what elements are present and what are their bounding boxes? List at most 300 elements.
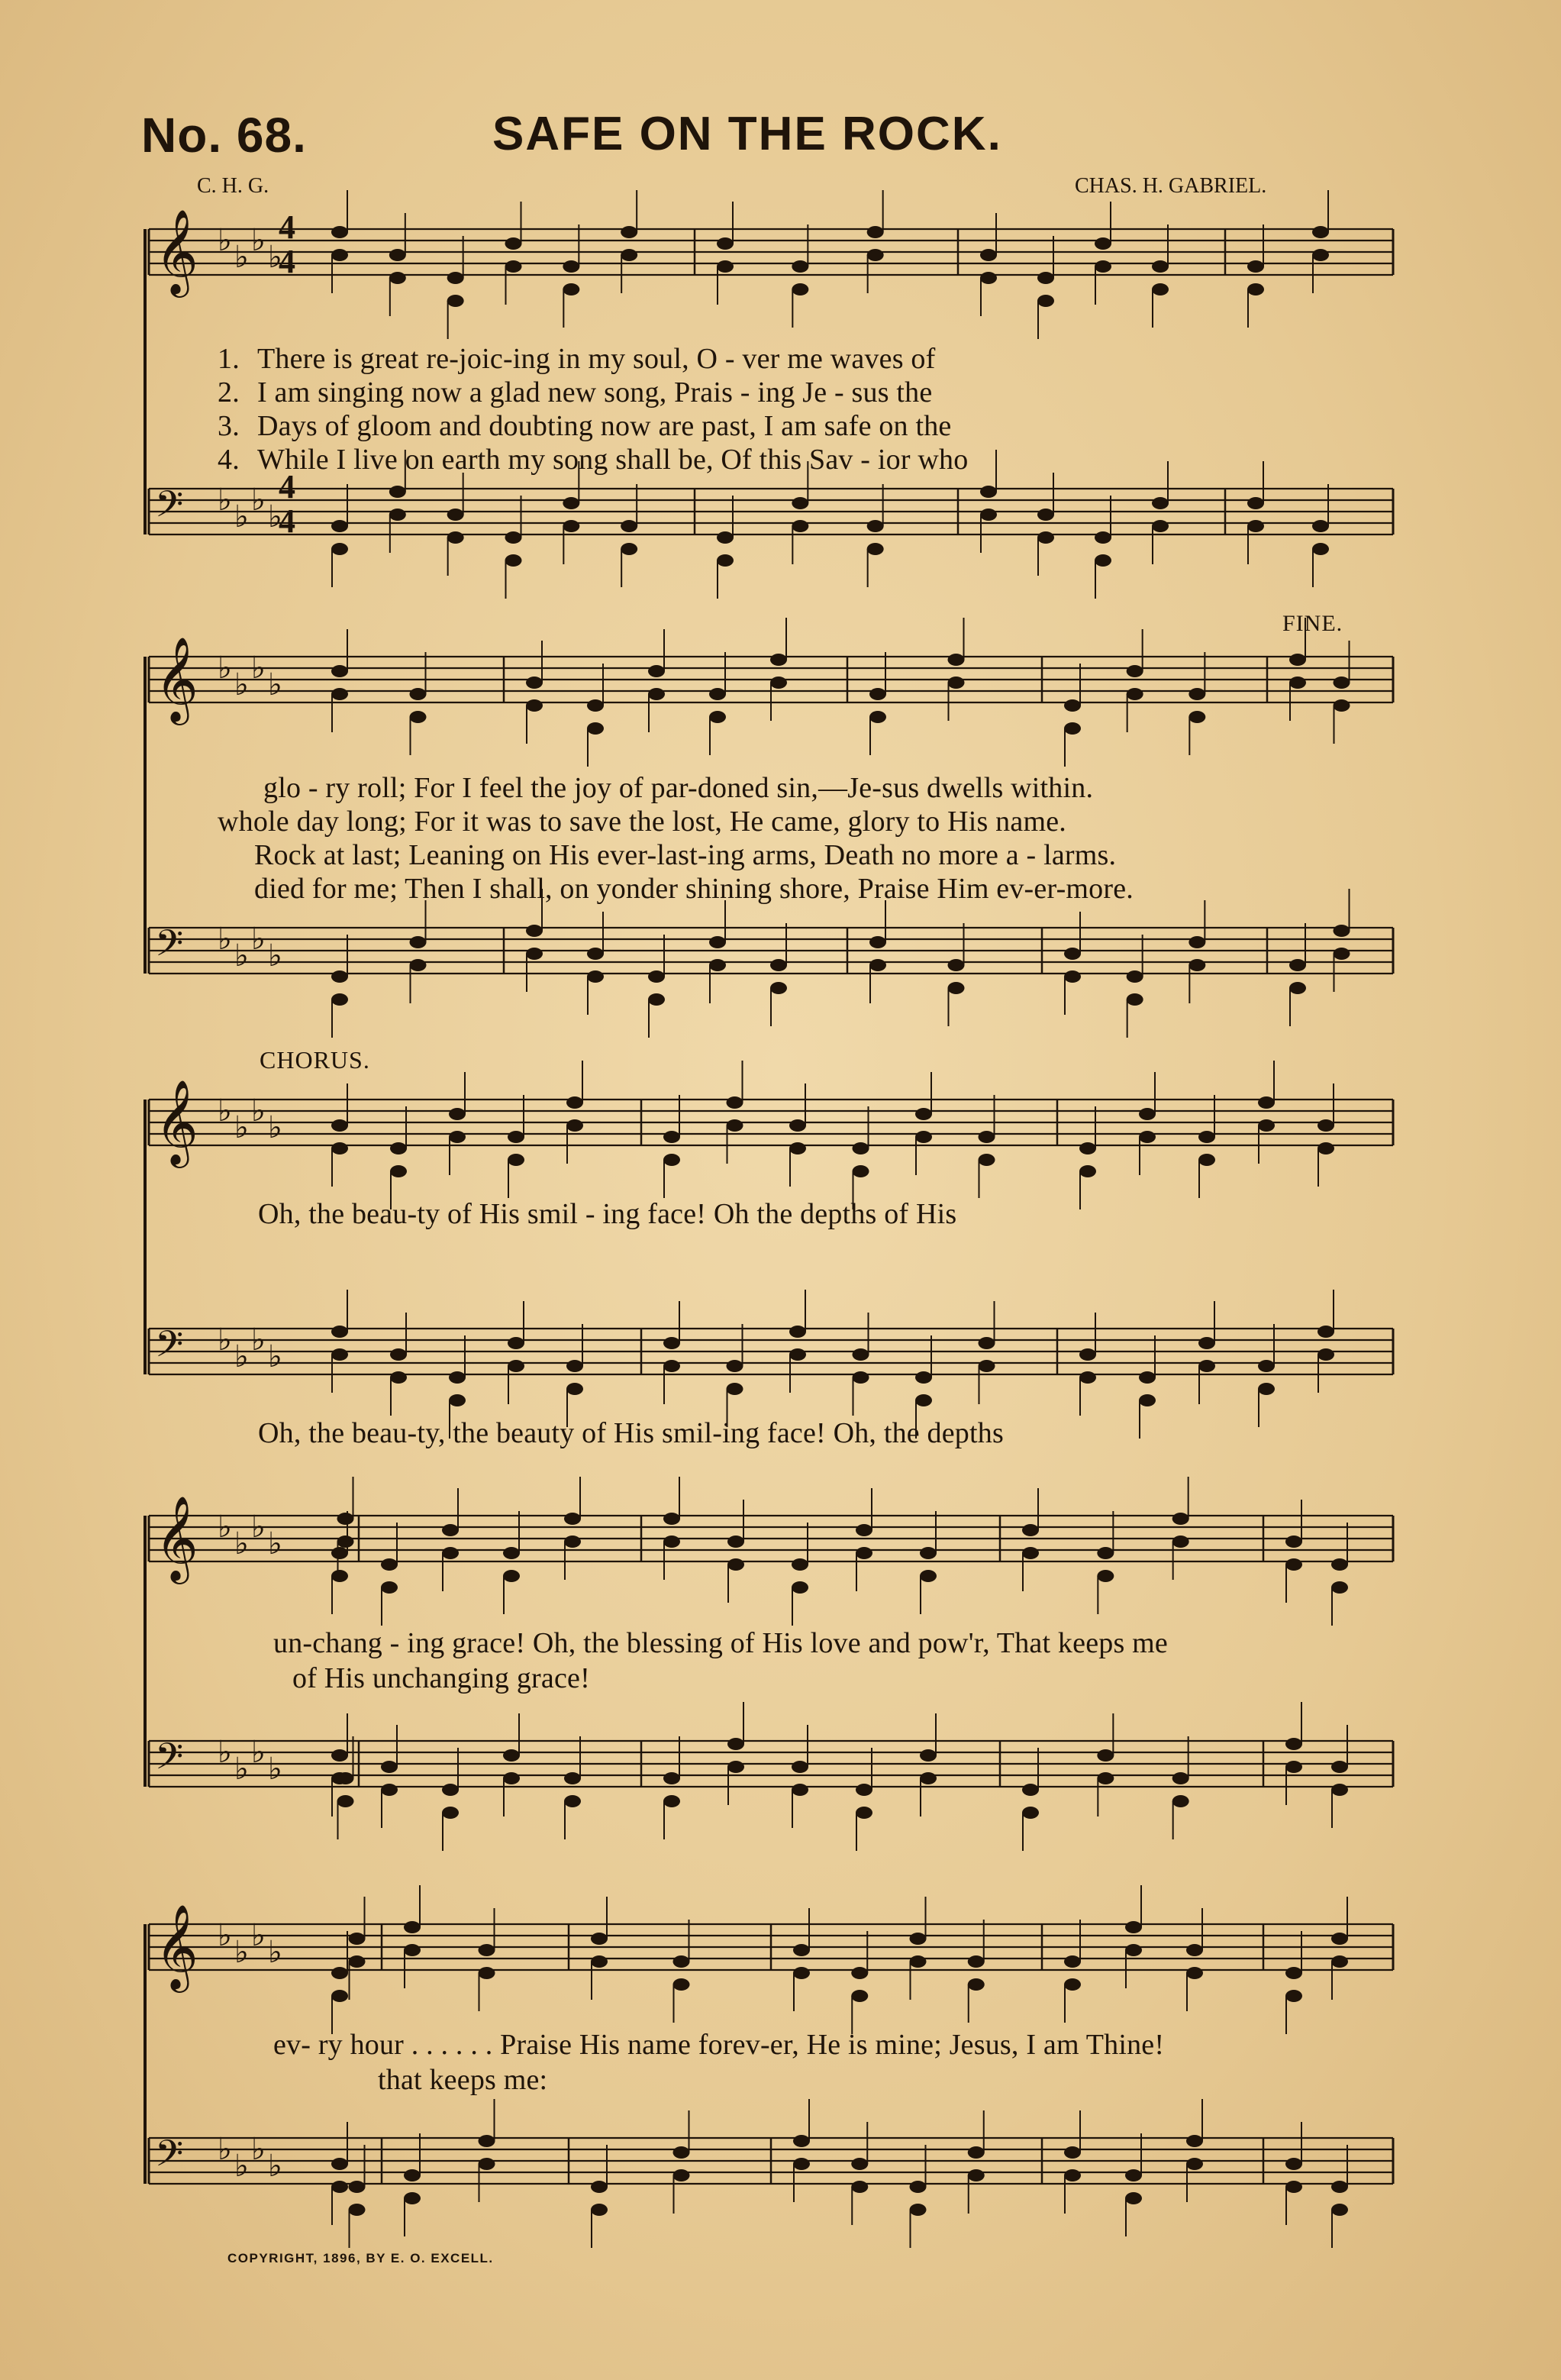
note-head: [410, 688, 427, 700]
note-head: [727, 1096, 743, 1109]
note-head: [563, 497, 579, 509]
note-head: [968, 2146, 985, 2159]
note-head: [920, 1772, 937, 1784]
note-head: [1289, 959, 1306, 971]
note-head: [648, 688, 665, 700]
flat-icon: ♭: [218, 1093, 232, 1129]
note-head: [442, 1784, 459, 1796]
bass-clef-icon: 𝄢: [155, 483, 184, 534]
note-head: [587, 699, 604, 712]
note-head: [1172, 1795, 1189, 1807]
note-head: [331, 1142, 348, 1154]
note-head: [566, 1096, 583, 1109]
note-head: [566, 1119, 583, 1132]
note-head: [948, 982, 965, 994]
note-head: [792, 497, 808, 509]
note-head: [915, 1108, 932, 1120]
flat-icon: ♭: [268, 1110, 282, 1145]
note-head: [979, 1360, 995, 1372]
note-head: [869, 688, 886, 700]
note-head: [526, 948, 543, 960]
note-head: [404, 1944, 421, 1956]
note-head: [404, 2169, 421, 2181]
note-head: [442, 1547, 459, 1559]
note-head: [717, 260, 734, 273]
note-head: [792, 260, 808, 273]
hymn-number: No. 68.: [141, 108, 307, 163]
note-head: [410, 711, 427, 723]
flat-icon: ♭: [218, 1510, 232, 1545]
time-signature: 4: [279, 243, 295, 280]
time-signature: 4: [279, 208, 295, 246]
note-head: [381, 1581, 398, 1594]
note-head: [673, 2146, 690, 2159]
note-head: [856, 1547, 872, 1559]
note-head: [449, 1371, 466, 1384]
flat-icon: ♭: [268, 1339, 282, 1374]
note-head: [526, 677, 543, 689]
note-head: [648, 970, 665, 983]
note-head: [1064, 1955, 1081, 1968]
note-head: [337, 1795, 354, 1807]
note-head: [1285, 1990, 1302, 2002]
verse-cont-2: whole day long; For it was to save the lost, He came, glory to His name.: [218, 806, 1066, 838]
note-head: [479, 1944, 495, 1956]
note-head: [948, 677, 965, 689]
note-head: [793, 1967, 810, 1979]
flat-icon: ♭: [268, 1935, 282, 1970]
note-head: [1247, 283, 1264, 295]
note-head: [717, 554, 734, 567]
note-head: [1334, 677, 1350, 689]
note-head: [1172, 1536, 1189, 1548]
note-head: [389, 272, 406, 284]
note-head: [410, 936, 427, 948]
note-head: [390, 1165, 407, 1177]
note-head: [505, 260, 522, 273]
note-head: [1285, 1536, 1302, 1548]
note-head: [1152, 497, 1169, 509]
note-head: [968, 1978, 985, 1991]
note-head: [1097, 1772, 1114, 1784]
note-head: [979, 1337, 995, 1349]
chorus-marking: CHORUS.: [260, 1046, 370, 1074]
note-head: [381, 1784, 398, 1796]
flat-icon: ♭: [218, 922, 232, 957]
note-head: [1188, 936, 1205, 948]
note-head: [1186, 2135, 1203, 2147]
note-head: [442, 1524, 459, 1536]
flat-icon: ♭: [251, 1735, 266, 1770]
note-head: [1022, 1807, 1039, 1819]
note-head: [789, 1348, 806, 1361]
note-head: [508, 1131, 524, 1143]
flat-icon: ♭: [218, 1735, 232, 1770]
note-head: [1247, 520, 1264, 532]
note-head: [727, 1360, 743, 1372]
note-head: [867, 520, 884, 532]
note-head: [1022, 1547, 1039, 1559]
treble-clef-icon: 𝄞: [155, 1904, 198, 1989]
flat-icon: ♭: [218, 651, 232, 686]
note-head: [331, 1119, 348, 1132]
note-head: [663, 1772, 680, 1784]
note-head: [1188, 959, 1205, 971]
note-head: [1258, 1383, 1275, 1395]
note-head: [591, 2181, 608, 2193]
note-head: [770, 654, 787, 666]
note-head: [793, 2135, 810, 2147]
flat-icon: ♭: [234, 499, 249, 534]
note-head: [727, 1536, 744, 1548]
flat-icon: ♭: [234, 1935, 249, 1970]
note-head: [856, 1807, 872, 1819]
note-head: [508, 1337, 524, 1349]
note-head: [1258, 1096, 1275, 1109]
note-head: [869, 959, 886, 971]
note-head: [1095, 237, 1111, 250]
note-head: [853, 1142, 869, 1154]
note-head: [709, 688, 726, 700]
note-head: [1064, 722, 1081, 735]
note-head: [526, 925, 543, 937]
note-head: [867, 249, 884, 261]
note-head: [1186, 1944, 1203, 1956]
flat-icon: ♭: [251, 1093, 266, 1129]
note-head: [948, 654, 965, 666]
note-head: [1317, 1348, 1334, 1361]
note-head: [1247, 497, 1264, 509]
note-head: [449, 1394, 466, 1406]
note-head: [1139, 1131, 1156, 1143]
hymn-title: SAFE ON THE ROCK.: [492, 108, 1002, 160]
note-head: [915, 1371, 932, 1384]
note-head: [853, 1165, 869, 1177]
verse-line-2: 2. I am singing now a glad new song, Prais - ing Je - sus the: [218, 376, 933, 409]
note-head: [673, 2169, 690, 2181]
note-head: [1095, 554, 1111, 567]
note-head: [792, 1784, 808, 1796]
flat-icon: ♭: [251, 922, 266, 957]
note-head: [1186, 2158, 1203, 2170]
note-head: [915, 1394, 932, 1406]
verse-line-3: 3. Days of gloom and doubting now are past, I am safe on the: [218, 410, 952, 442]
note-head: [910, 2204, 927, 2216]
note-head: [910, 2181, 927, 2193]
note-head: [449, 1108, 466, 1120]
flat-icon: ♭: [268, 240, 282, 275]
note-head: [381, 1558, 398, 1571]
note-head: [1198, 1131, 1215, 1143]
chorus-treble-lyric-2: un-chang - ing grace! Oh, the blessing of His love and pow'r, That keeps me: [273, 1627, 1168, 1659]
note-head: [381, 1761, 398, 1773]
note-head: [1022, 1524, 1039, 1536]
note-head: [792, 1558, 808, 1571]
note-head: [505, 554, 522, 567]
note-head: [447, 272, 464, 284]
note-head: [563, 260, 579, 273]
note-head: [1312, 543, 1329, 555]
note-head: [447, 509, 464, 521]
note-head: [1186, 1967, 1203, 1979]
note-head: [1079, 1142, 1096, 1154]
note-head: [1152, 283, 1169, 295]
note-head: [1198, 1337, 1215, 1349]
note-head: [1312, 226, 1329, 238]
note-head: [856, 1524, 872, 1536]
note-head: [793, 2158, 810, 2170]
note-head: [1127, 970, 1143, 983]
note-head: [789, 1326, 806, 1338]
note-head: [867, 543, 884, 555]
note-head: [673, 1978, 690, 1991]
flat-icon: ♭: [251, 1322, 266, 1358]
note-head: [1331, 1933, 1348, 1945]
note-head: [331, 1990, 348, 2002]
note-head: [390, 1142, 407, 1154]
note-head: [564, 1536, 581, 1548]
flat-icon: ♭: [268, 938, 282, 974]
note-head: [591, 1955, 608, 1968]
note-head: [591, 1933, 608, 1945]
composer-credit: CHAS. H. GABRIEL.: [1075, 174, 1267, 198]
note-head: [1037, 295, 1054, 307]
note-head: [968, 2169, 985, 2181]
note-head: [389, 249, 406, 261]
note-head: [331, 1967, 348, 1979]
note-head: [566, 1383, 583, 1395]
note-head: [1037, 509, 1054, 521]
note-head: [709, 711, 726, 723]
note-head: [1152, 520, 1169, 532]
flat-icon: ♭: [218, 1322, 232, 1358]
final-lyric-1: ev- ry hour . . . . . . Praise His name forev-er, He is mine; Jesus, I am Thine!: [273, 2029, 1165, 2061]
note-head: [980, 249, 997, 261]
note-head: [920, 1749, 937, 1762]
note-head: [404, 2192, 421, 2204]
treble-clef-icon: 𝄞: [155, 1495, 198, 1581]
note-head: [331, 520, 348, 532]
note-head: [1064, 1978, 1081, 1991]
note-head: [621, 543, 637, 555]
note-head: [442, 1807, 459, 1819]
note-head: [587, 948, 604, 960]
note-head: [648, 665, 665, 677]
note-head: [1095, 531, 1111, 544]
note-head: [331, 1348, 348, 1361]
note-head: [867, 226, 884, 238]
note-head: [869, 711, 886, 723]
note-head: [331, 226, 348, 238]
flat-icon: ♭: [234, 1752, 249, 1787]
note-head: [1095, 260, 1111, 273]
note-head: [1289, 654, 1306, 666]
note-head: [1247, 260, 1264, 273]
note-head: [709, 936, 726, 948]
flat-icon: ♭: [218, 483, 232, 518]
note-head: [1258, 1119, 1275, 1132]
note-head: [447, 295, 464, 307]
note-head: [1097, 1570, 1114, 1582]
flat-icon: ♭: [234, 667, 249, 702]
note-head: [853, 1348, 869, 1361]
note-head: [1125, 2192, 1142, 2204]
note-head: [1037, 272, 1054, 284]
note-head: [1258, 1360, 1275, 1372]
note-head: [1064, 948, 1081, 960]
note-head: [564, 1795, 581, 1807]
note-head: [727, 1738, 744, 1750]
note-head: [1127, 665, 1143, 677]
note-head: [1331, 1761, 1348, 1773]
note-head: [1064, 2146, 1081, 2159]
note-head: [920, 1547, 937, 1559]
note-head: [980, 486, 997, 498]
note-head: [727, 1558, 744, 1571]
note-head: [1172, 1772, 1189, 1784]
flat-icon: ♭: [268, 1752, 282, 1787]
note-head: [621, 520, 637, 532]
note-head: [980, 272, 997, 284]
note-head: [770, 677, 787, 689]
flat-icon: ♭: [234, 2149, 249, 2184]
note-head: [621, 249, 637, 261]
note-head: [587, 970, 604, 983]
note-head: [1188, 711, 1205, 723]
note-head: [979, 1154, 995, 1166]
note-head: [770, 982, 787, 994]
chorus-treble-lyric-3: of His unchanging grace!: [292, 1662, 590, 1694]
treble-clef-icon: 𝄞: [155, 636, 198, 722]
note-head: [331, 2158, 348, 2170]
note-head: [1289, 982, 1306, 994]
note-head: [1188, 688, 1205, 700]
flat-icon: ♭: [218, 2132, 232, 2167]
note-head: [1331, 2181, 1348, 2193]
note-head: [717, 237, 734, 250]
note-head: [390, 1348, 407, 1361]
flat-icon: ♭: [251, 1510, 266, 1545]
note-head: [1125, 1921, 1142, 1933]
flat-icon: ♭: [234, 938, 249, 974]
time-signature: 4: [279, 502, 295, 540]
note-head: [869, 936, 886, 948]
note-head: [1198, 1154, 1215, 1166]
flat-icon: ♭: [234, 1339, 249, 1374]
note-head: [1331, 2204, 1348, 2216]
treble-clef-icon: 𝄞: [155, 1079, 198, 1164]
note-head: [673, 1955, 690, 1968]
note-head: [349, 1955, 366, 1968]
verse-line-1: 1. There is great re-joic-ing in my soul, O - ver me waves of: [218, 343, 936, 375]
note-head: [1285, 2158, 1302, 2170]
note-head: [1139, 1394, 1156, 1406]
note-head: [331, 993, 348, 1006]
flat-icon: ♭: [234, 1110, 249, 1145]
note-head: [587, 722, 604, 735]
note-head: [1139, 1108, 1156, 1120]
note-head: [792, 283, 808, 295]
note-head: [851, 2158, 868, 2170]
note-head: [979, 1131, 995, 1143]
note-head: [566, 1360, 583, 1372]
note-head: [479, 2135, 495, 2147]
note-head: [1125, 2169, 1142, 2181]
note-head: [727, 1383, 743, 1395]
note-head: [621, 226, 637, 238]
note-head: [793, 1944, 810, 1956]
note-head: [337, 1513, 354, 1525]
verse-cont-3: Rock at last; Leaning on His ever-last-ing arms, Death no more a - larms.: [254, 839, 1117, 871]
note-head: [770, 959, 787, 971]
note-head: [980, 509, 997, 521]
note-head: [792, 1761, 808, 1773]
note-head: [331, 2181, 348, 2193]
note-head: [789, 1119, 806, 1132]
note-head: [404, 1921, 421, 1933]
note-head: [1289, 677, 1306, 689]
note-head: [1285, 1738, 1302, 1750]
note-head: [331, 665, 348, 677]
note-head: [1127, 688, 1143, 700]
note-head: [564, 1772, 581, 1784]
verse-line-4: 4. While I live on earth my song shall be, Of this Sav - ior who: [218, 444, 969, 476]
note-head: [851, 2181, 868, 2193]
note-head: [1037, 531, 1054, 544]
note-head: [709, 959, 726, 971]
note-head: [331, 1570, 348, 1582]
note-head: [505, 237, 522, 250]
note-head: [1064, 970, 1081, 983]
note-head: [1064, 699, 1081, 712]
note-head: [331, 1326, 348, 1338]
note-head: [447, 531, 464, 544]
note-head: [331, 970, 348, 983]
note-head: [1079, 1165, 1096, 1177]
note-head: [1079, 1371, 1096, 1384]
note-head: [526, 699, 543, 712]
note-head: [479, 1967, 495, 1979]
note-head: [1317, 1142, 1334, 1154]
note-head: [968, 1955, 985, 1968]
note-head: [331, 543, 348, 555]
note-head: [727, 1119, 743, 1132]
note-head: [727, 1761, 744, 1773]
note-head: [1125, 1944, 1142, 1956]
note-head: [1331, 1784, 1348, 1796]
note-head: [337, 1772, 354, 1784]
note-head: [789, 1142, 806, 1154]
note-head: [1334, 699, 1350, 712]
note-head: [389, 509, 406, 521]
flat-icon: ♭: [234, 240, 249, 275]
flat-icon: ♭: [268, 1526, 282, 1561]
note-head: [349, 2181, 366, 2193]
note-head: [792, 1581, 808, 1594]
flat-icon: ♭: [218, 1918, 232, 1953]
note-head: [505, 531, 522, 544]
note-head: [915, 1131, 932, 1143]
note-head: [1022, 1784, 1039, 1796]
note-head: [1331, 1581, 1348, 1594]
note-head: [663, 1513, 680, 1525]
note-head: [851, 1967, 868, 1979]
note-head: [503, 1772, 520, 1784]
final-lyric-2: that keeps me:: [378, 2064, 548, 2096]
note-head: [1285, 1558, 1302, 1571]
note-head: [910, 1933, 927, 1945]
bass-clef-icon: 𝄢: [155, 1322, 184, 1374]
